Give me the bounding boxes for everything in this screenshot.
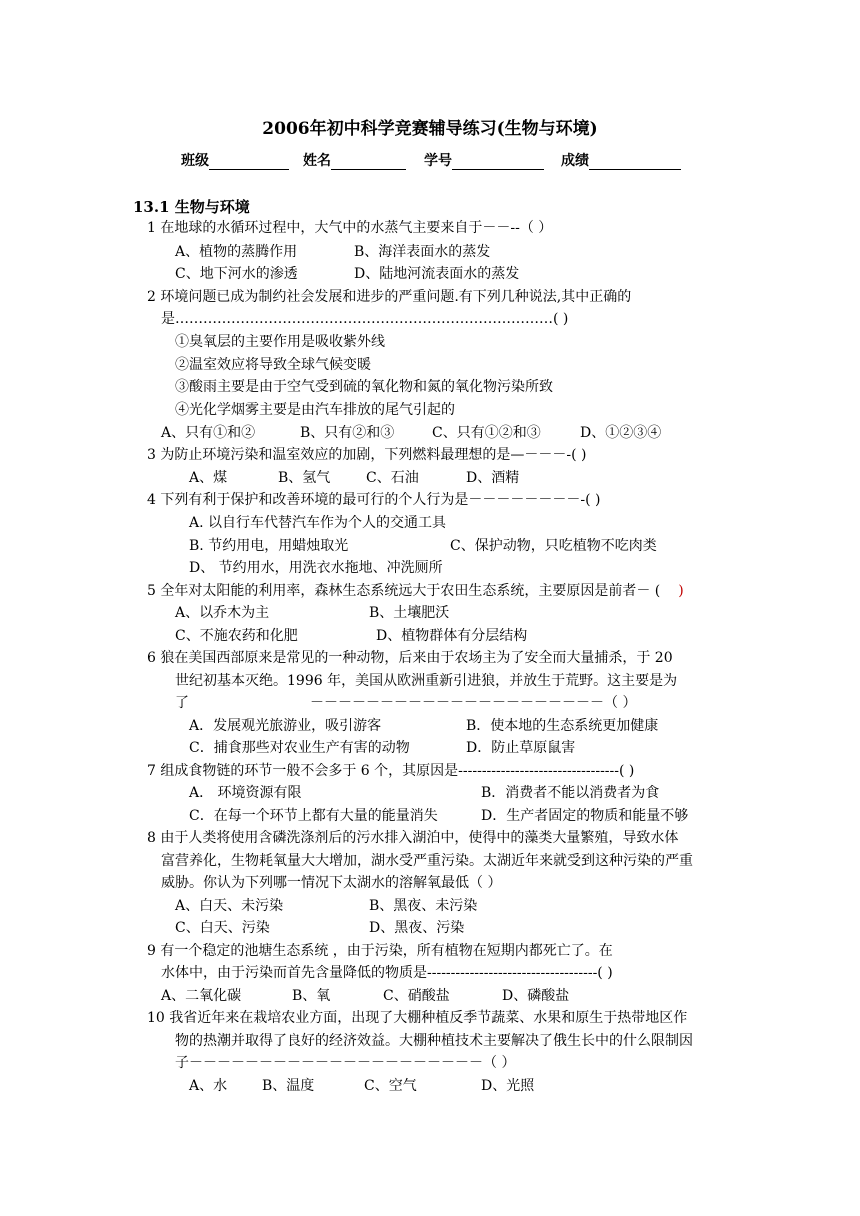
question-7-stem: 7 组成食物链的环节一般不会多于 6 个，其原因是----------------------------------( ) xyxy=(147,763,635,779)
question-10-option-b: B、温度 xyxy=(262,1078,315,1094)
question-6-stem-line-3b: －－－－－－－－－－－－－－－－－－－－－（ ） xyxy=(310,695,637,711)
section-title: 13.1 生物与环境 xyxy=(133,198,250,216)
question-7-option-b: B．消费者不能以消费者为食 xyxy=(481,785,660,801)
score-blank xyxy=(589,154,681,170)
number-label: 学号 xyxy=(424,153,452,169)
question-2-option-a: A、只有①和② xyxy=(161,425,256,441)
question-9-stem-line-2: 水体中，由于污染而首先含量降低的物质是------------------------------------( ) xyxy=(161,965,613,981)
question-2-statement-1: ①臭氧层的主要作用是吸收紫外线 xyxy=(175,334,385,350)
question-4-option-b: B. 节约用电，用蜡烛取光 xyxy=(189,538,349,554)
question-9-option-a: A、二氧化碳 xyxy=(161,988,242,1004)
question-8-stem-line-3: 威胁。你认为下列哪一情况下太湖水的溶解氧最低（ ） xyxy=(161,875,502,891)
question-6-option-d: D．防止草原鼠害 xyxy=(466,740,576,756)
question-5-option-d: D、植物群体有分层结构 xyxy=(376,628,528,644)
question-7-option-a: A． 环境资源有限 xyxy=(189,785,302,801)
question-3-option-c: C、石油 xyxy=(366,470,419,486)
question-2-stem-line-2: 是………………………………………………………………………( ) xyxy=(161,311,569,327)
number-field xyxy=(424,152,544,170)
question-6-stem-line-3a: 了 xyxy=(175,695,189,711)
question-6-option-b: B．使本地的生态系统更加健康 xyxy=(466,718,659,734)
name-label: 姓名 xyxy=(303,153,331,169)
question-5-stem-text: 5 全年对太阳能的利用率，森林生态系统远大于农田生态系统，主要原因是前者－ ( xyxy=(147,583,661,599)
name-blank xyxy=(331,154,406,170)
question-5-paren-close: ) xyxy=(678,583,684,599)
number-blank xyxy=(452,154,544,170)
question-4-option-c: C、保护动物，只吃植物不吃肉类 xyxy=(450,538,657,554)
question-6-stem-line-2: 世纪初基本灭绝。1996 年，美国从欧洲重新引进狼，并放生于荒野。这主要是为 xyxy=(175,673,678,689)
page-title: 2006年初中科学竞赛辅导练习(生物与环境) xyxy=(262,119,598,139)
question-1-option-c: C、地下河水的渗透 xyxy=(175,266,298,282)
question-10-option-d: D、光照 xyxy=(481,1078,535,1094)
question-9-option-b: B、氧 xyxy=(292,988,331,1004)
class-field xyxy=(181,152,289,170)
question-4-option-a: A. 以自行车代替汽车作为个人的交通工具 xyxy=(189,515,447,531)
question-3-option-d: D、酒精 xyxy=(466,470,520,486)
question-7-option-d: D．生产者固定的物质和能量不够 xyxy=(481,808,689,824)
score-field xyxy=(561,152,681,170)
question-10-stem-line-2: 物的热潮并取得了良好的经济效益。大棚种植技术主要解决了俄生长中的什么限制因 xyxy=(175,1033,693,1049)
name-field xyxy=(303,152,406,170)
question-9-stem-line-1: 9 有一个稳定的池塘生态系统 ，由于污染，所有植物在短期内都死亡了。在 xyxy=(147,943,613,959)
question-8-stem-line-2: 富营养化，生物耗氧量大大增加，湖水受严重污染。太湖近年来就受到这种污染的严重 xyxy=(161,853,693,869)
score-label: 成绩 xyxy=(561,153,589,169)
question-6-option-c: C．捕食那些对农业生产有害的动物 xyxy=(189,740,410,756)
question-8-option-c: C、白天、污染 xyxy=(175,920,270,936)
question-7-option-c: C．在每一个环节上都有大量的能量消失 xyxy=(189,808,438,824)
question-1-stem: 1 在地球的水循环过程中，大气中的水蒸气主要来自于－－--（ ） xyxy=(147,220,553,236)
question-10-stem-line-1: 10 我省近年来在栽培农业方面，出现了大棚种植反季节蔬菜、水果和原生于热带地区作 xyxy=(147,1010,688,1026)
question-4-option-d: D、 节约用水，用洗衣水拖地、冲洗厕所 xyxy=(189,560,443,576)
class-blank xyxy=(209,154,289,170)
question-8-option-a: A、白天、未污染 xyxy=(175,898,284,914)
question-1-option-d: D、陆地河流表面水的蒸发 xyxy=(354,266,520,282)
question-2-statement-3: ③酸雨主要是由于空气受到硫的氧化物和氮的氧化物污染所致 xyxy=(175,379,553,395)
question-9-option-d: D、磷酸盐 xyxy=(502,988,570,1004)
question-9-option-c: C、硝酸盐 xyxy=(383,988,450,1004)
question-5-stem xyxy=(147,582,684,600)
question-10-stem-line-3: 子－－－－－－－－－－－－－－－－－－－－－（ ） xyxy=(175,1055,516,1071)
question-8-option-d: D、黑夜、污染 xyxy=(369,920,465,936)
question-2-stem-line-1: 2 环境问题已成为制约社会发展和进步的严重问题.有下列几种说法,其中正确的 xyxy=(147,289,632,305)
question-2-statement-2: ②温室效应将导致全球气候变暖 xyxy=(175,357,371,373)
question-6-stem-line-1: 6 狼在美国西部原来是常见的一种动物，后来由于农场主为了安全而大量捕杀，于 20 xyxy=(147,650,673,666)
question-4-stem: 4 下列有利于保护和改善环境的最可行的个人行为是－－－－－－－－-( ) xyxy=(147,492,601,508)
question-10-option-c: C、空气 xyxy=(364,1078,417,1094)
question-2-statement-4: ④光化学烟雾主要是由汽车排放的尾气引起的 xyxy=(175,402,455,418)
question-3-option-a: A、煤 xyxy=(189,470,228,486)
question-2-option-d: D、①②③④ xyxy=(580,425,662,441)
question-3-stem: 3 为防止环境污染和温室效应的加剧，下列燃料最理想的是—－－－-( ) xyxy=(147,447,587,463)
question-10-option-a: A、水 xyxy=(189,1078,228,1094)
question-8-stem-line-1: 8 由于人类将使用含磷洗涤剂后的污水排入湖泊中，使得中的藻类大量繁殖，导致水体 xyxy=(147,830,679,846)
question-3-option-b: B、氢气 xyxy=(278,470,331,486)
question-1-option-a: A、植物的蒸腾作用 xyxy=(175,244,298,260)
question-5-option-a: A、以乔木为主 xyxy=(175,605,270,621)
question-1-option-b: B、海洋表面水的蒸发 xyxy=(354,244,491,260)
question-5-option-b: B、土壤肥沃 xyxy=(369,605,450,621)
question-6-option-a: A．发展观光旅游业，吸引游客 xyxy=(189,718,382,734)
question-2-option-c: C、只有①②和③ xyxy=(432,425,541,441)
question-8-option-b: B、黑夜、未污染 xyxy=(369,898,478,914)
question-5-option-c: C、不施农药和化肥 xyxy=(175,628,298,644)
class-label: 班级 xyxy=(181,153,209,169)
question-2-option-b: B、只有②和③ xyxy=(300,425,395,441)
